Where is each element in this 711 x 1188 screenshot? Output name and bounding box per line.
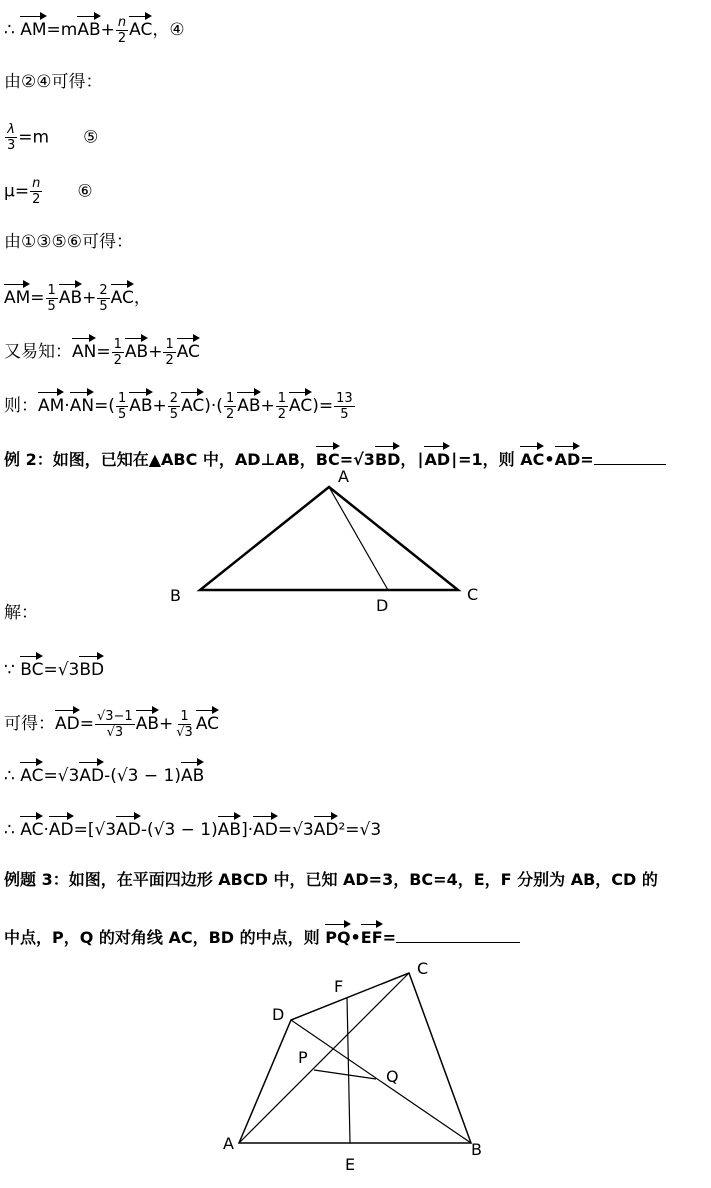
text-part: =√3 <box>277 820 314 840</box>
equals-sign: = <box>382 928 397 947</box>
frac-den: 5 <box>117 406 127 422</box>
fraction-1-5 <box>116 391 128 422</box>
frac-num: 1 <box>113 336 122 352</box>
plus-sign: + <box>82 288 97 308</box>
equals-sign: = <box>79 714 94 734</box>
plus-sign: + <box>100 20 115 40</box>
equals-sign: = <box>30 288 45 308</box>
text-prefix: 又易知： <box>4 342 72 362</box>
frac-num: 1 <box>225 390 235 406</box>
text-mid: -(√3 − 1) <box>104 766 181 786</box>
frac-num: 1 <box>165 336 174 352</box>
vector-am: AM <box>20 14 46 40</box>
fraction-2-5 <box>168 391 180 422</box>
vector-ac: AC <box>111 282 134 308</box>
dot-sign: • <box>350 928 361 947</box>
fraction-lambda-3 <box>5 122 17 153</box>
text-part: ]· <box>241 820 254 840</box>
vector-bc: BC <box>316 444 340 470</box>
vector-bc: BC <box>20 654 43 680</box>
label-a: A <box>338 467 349 486</box>
eq6-line <box>4 176 93 207</box>
vector-ac: AC <box>129 14 152 40</box>
label-e: E <box>345 1155 356 1174</box>
label-a: A <box>223 1134 234 1153</box>
text-part: ²=√3 <box>338 820 382 840</box>
example-3-question-line-1: 例题 3：如图，在平面四边形 ABCD 中，已知 AD=3，BC=4，E，F 分别为 AB，CD 的 <box>4 870 658 889</box>
text-sqrt3: =√3 <box>43 660 80 680</box>
text-paren: )·( <box>204 396 223 416</box>
frac-den: √3 <box>176 724 193 740</box>
answer-blank <box>396 928 520 943</box>
fraction-n-2 <box>30 176 42 207</box>
eq5-line <box>4 122 98 153</box>
label-c: C <box>467 585 479 604</box>
vector-bd: BD <box>375 444 400 470</box>
vector-ab: AB <box>237 390 260 416</box>
vector-pq: PQ <box>325 922 350 948</box>
question-text: 中点，P，Q 的对角线 AC，BD 的中点，则 <box>4 928 326 947</box>
vector-ac: AC <box>520 444 544 470</box>
frac-num: λ <box>7 122 15 137</box>
text-mu-eq: μ= <box>4 181 30 202</box>
frac-den: 2 <box>117 30 127 46</box>
frac-den: 5 <box>99 298 108 314</box>
dot-product-line <box>4 390 356 422</box>
vector-ab: AB <box>218 814 241 840</box>
abs-open: ，∣ <box>400 450 425 469</box>
fraction-2-5 <box>97 283 109 314</box>
vector-ab: AB <box>181 760 204 786</box>
diagonal-bd <box>291 1020 471 1143</box>
therefore-symbol: ∴ <box>4 820 15 840</box>
vector-an: AN <box>72 336 96 362</box>
solution-label: 解： <box>4 603 38 623</box>
label-c: C <box>417 959 429 978</box>
frac-num: n <box>32 176 41 191</box>
frac-den: 2 <box>165 352 174 368</box>
vector-ad: AD <box>555 444 581 470</box>
comma: ， <box>152 20 170 40</box>
vector-ef: EF <box>361 922 383 948</box>
text-paren: )= <box>312 396 334 416</box>
question-text: 例 2：如图，已知在▲ABC 中，AD⊥AB， <box>4 450 316 469</box>
circle-5-mark: ⑤ <box>83 127 99 148</box>
label-d: D <box>376 596 389 615</box>
comma: ， <box>133 288 151 308</box>
frac-den: 5 <box>340 406 349 422</box>
example-3-question-line-2 <box>4 922 520 948</box>
vector-am: AM <box>38 390 64 416</box>
therefore-symbol: ∴ <box>4 766 15 786</box>
label-q: Q <box>386 1067 399 1086</box>
vector-ac: AC <box>20 814 43 840</box>
vector-ac: AC <box>196 708 219 734</box>
solution-step-1 <box>4 654 104 680</box>
from-2-4-line: 由②④可得： <box>4 72 103 92</box>
text-sqrt3: =√3 <box>43 766 80 786</box>
vector-am: AM <box>4 282 30 308</box>
vector-ab: AB <box>59 282 82 308</box>
text-paren: =( <box>94 396 115 416</box>
frac-num: 2 <box>99 282 108 298</box>
text-eq-m: =m <box>46 20 78 40</box>
dot-sign: • <box>544 450 555 469</box>
label-b: B <box>170 586 181 605</box>
vector-an: AN <box>70 390 94 416</box>
label-p: P <box>298 1048 308 1067</box>
an-line <box>4 336 200 368</box>
fraction-1-2 <box>224 391 236 422</box>
vector-ac: AC <box>181 390 204 416</box>
eq4-line <box>4 14 185 46</box>
frac-num: 2 <box>169 390 179 406</box>
frac-den: √3 <box>106 724 124 740</box>
diagonal-ac <box>239 973 409 1143</box>
fraction-1-5 <box>46 283 58 314</box>
plus-sign: + <box>159 714 174 734</box>
answer-blank <box>594 450 666 465</box>
frac-den: 5 <box>169 406 179 422</box>
dot-sign: · <box>64 396 70 416</box>
fraction-n-2 <box>116 15 128 46</box>
vector-ab: AB <box>136 708 159 734</box>
solution-step-4 <box>4 814 381 840</box>
solution-step-2 <box>4 708 219 740</box>
text-sqrt3: =√3 <box>339 450 375 469</box>
frac-den: 2 <box>113 352 122 368</box>
dot-sign: · <box>43 820 49 840</box>
equals-sign: = <box>580 450 594 469</box>
segment-ef <box>347 997 350 1143</box>
frac-num: 1 <box>277 390 287 406</box>
solution-step-3 <box>4 760 204 786</box>
vector-ab: AB <box>77 14 100 40</box>
quadrilateral-figure <box>215 955 505 1177</box>
frac-num: √3−1 <box>96 708 133 724</box>
abs-close: ∣=1，则 <box>450 450 521 469</box>
frac-den: 2 <box>225 406 235 422</box>
vector-ac: AC <box>289 390 312 416</box>
frac-num: 1 <box>180 708 189 724</box>
vector-bd: BD <box>79 654 104 680</box>
vector-ab: AB <box>129 390 152 416</box>
circle-6-mark: ⑥ <box>77 181 93 202</box>
fraction-1-2 <box>112 337 124 368</box>
fraction-1-sqrt3 <box>174 709 195 740</box>
plus-sign: + <box>260 396 275 416</box>
segment-ad <box>329 487 388 590</box>
frac-den: 2 <box>277 406 287 422</box>
triangle-figure <box>160 466 490 616</box>
circle-4-mark: ④ <box>169 20 185 40</box>
label-f: F <box>334 977 344 996</box>
frac-num: 1 <box>117 390 127 406</box>
label-b: B <box>471 1140 482 1159</box>
plus-sign: + <box>148 342 163 362</box>
vector-ac: AC <box>20 760 43 786</box>
frac-den: 5 <box>47 298 56 314</box>
text-prefix: 则： <box>4 396 38 416</box>
therefore-symbol: ∴ <box>4 20 15 40</box>
frac-den: 2 <box>32 192 41 207</box>
fraction-1-2 <box>163 337 175 368</box>
plus-sign: + <box>152 396 167 416</box>
fraction-sqrt3m1-sqrt3 <box>95 709 135 740</box>
text-prefix: 可得： <box>4 714 55 734</box>
vector-ab: AB <box>125 336 148 362</box>
equals-sign: = <box>96 342 111 362</box>
vector-ad: AD <box>79 760 104 786</box>
fraction-13-5 <box>334 391 355 422</box>
frac-num: n <box>117 14 127 30</box>
vector-ac: AC <box>177 336 200 362</box>
from-1356-line: 由①③⑤⑥可得： <box>4 232 133 252</box>
fraction-1-2 <box>276 391 288 422</box>
frac-num: 13 <box>336 390 353 406</box>
vector-ad: AD <box>55 708 80 734</box>
text-eq-m: =m <box>18 127 50 148</box>
text-part: -(√3 − 1) <box>140 820 218 840</box>
vector-ad: AD <box>314 814 339 840</box>
triangle-abc <box>200 487 458 590</box>
frac-num: 1 <box>47 282 56 298</box>
label-d: D <box>272 1005 285 1024</box>
frac-den: 3 <box>7 138 16 153</box>
vector-ad: AD <box>49 814 74 840</box>
quadrilateral-abcd <box>239 973 471 1143</box>
text-part: =[√3 <box>73 820 117 840</box>
because-symbol: ∵ <box>4 660 15 680</box>
vector-ad: AD <box>424 444 450 470</box>
vector-ad: AD <box>116 814 141 840</box>
vector-ad: AD <box>253 814 278 840</box>
am-line <box>4 282 151 314</box>
